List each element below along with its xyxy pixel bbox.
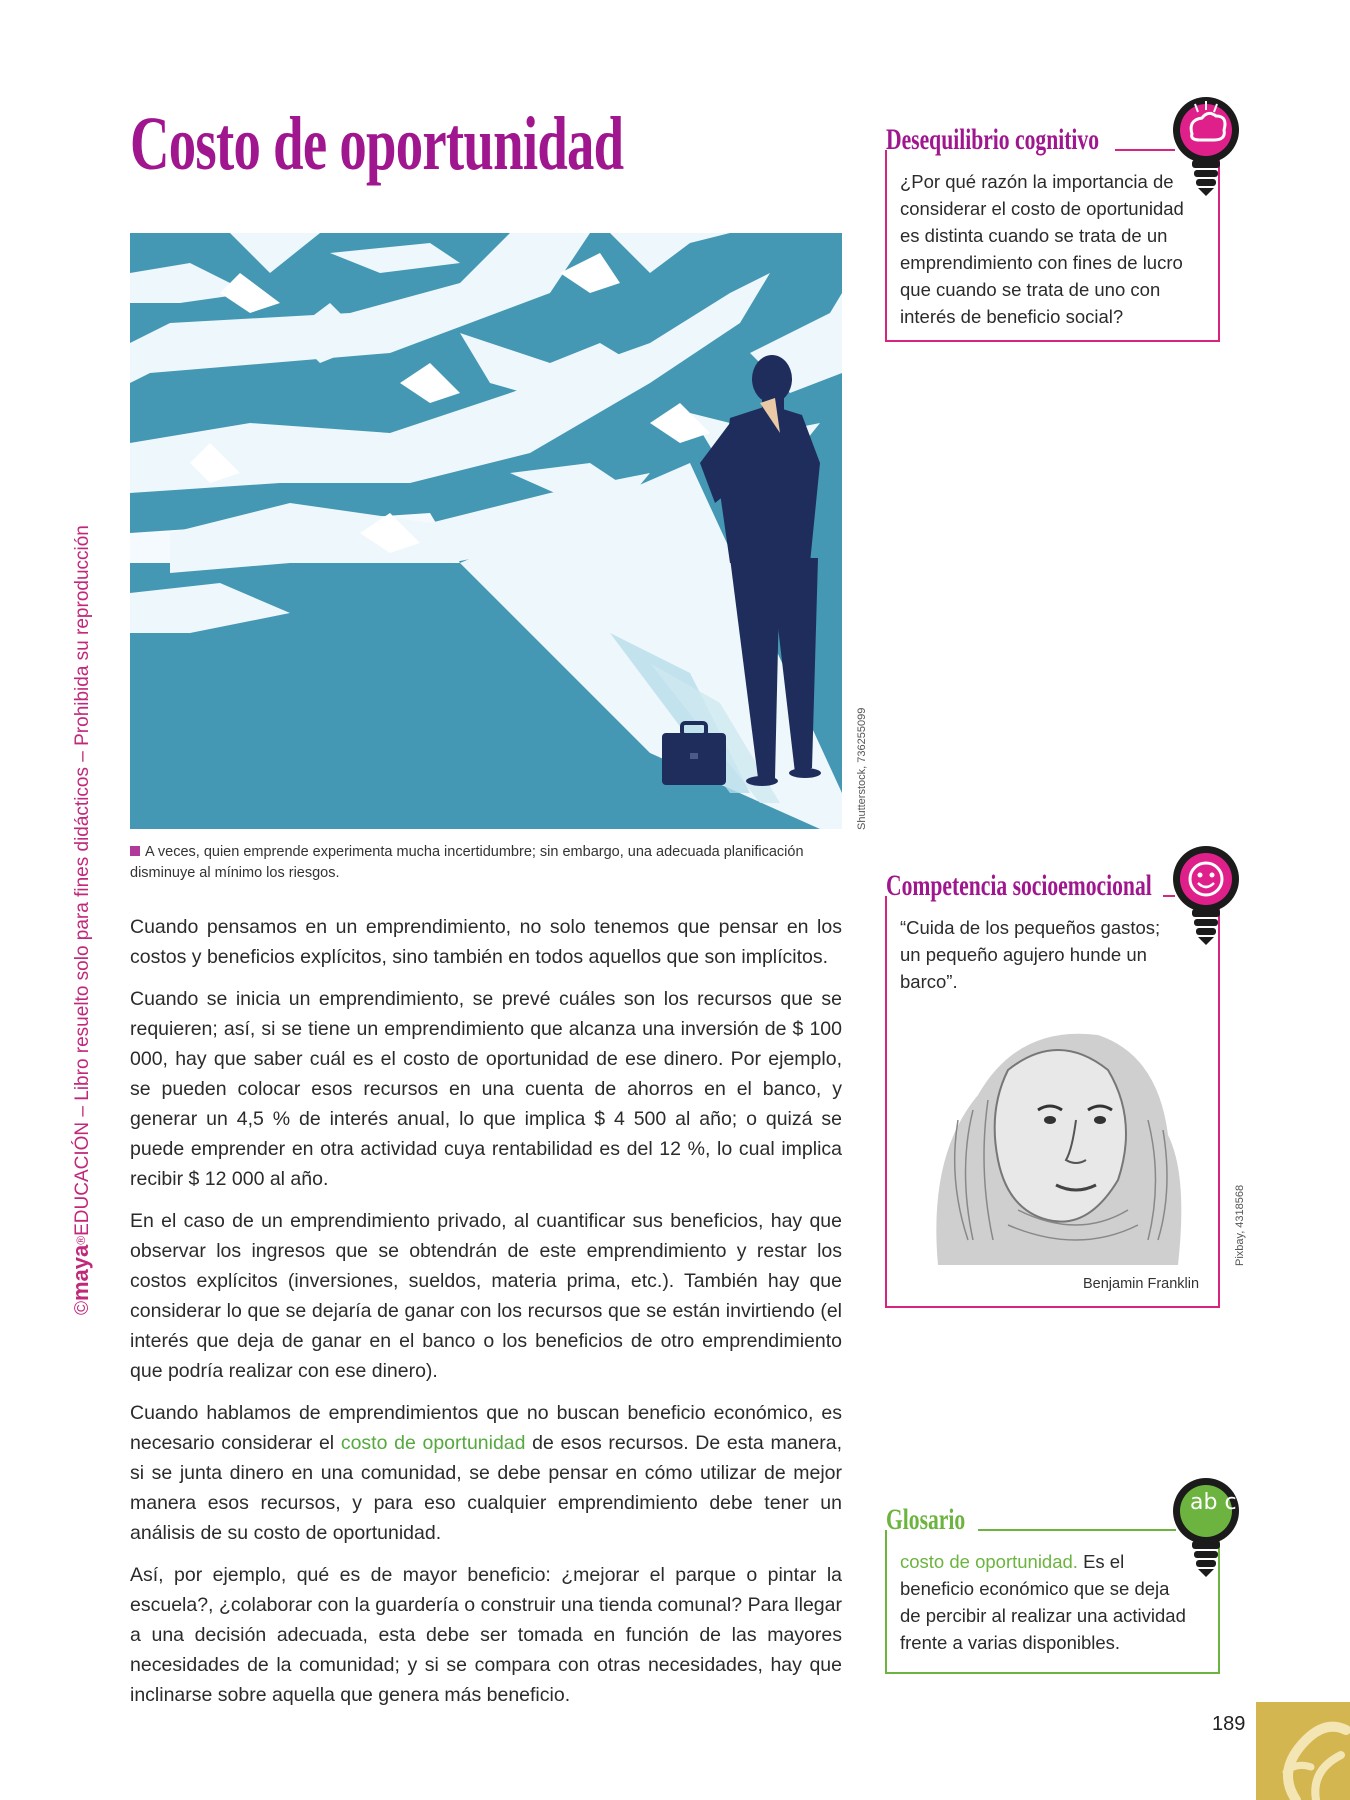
body-text: [130, 912, 842, 1722]
competencia-title: Competencia socioemocional: [886, 869, 1152, 902]
desequilibrio-title: Desequilibrio cognitivo: [886, 123, 1100, 156]
paragraph-4: [130, 1398, 842, 1548]
registered-mark: ®: [74, 1235, 88, 1245]
main-illustration: [130, 233, 842, 829]
page-title: Costo de oportunidad: [130, 102, 624, 186]
glossary-definition: Es el beneficio económico que se deja de percibir al realizar una actividad frente a varias disponibles.: [900, 1551, 1186, 1653]
portrait-credit: Pixbay, 4318568: [1234, 1184, 1246, 1266]
paragraph-4-end: de esos recursos. De esta manera, si se junta dinero en una comunidad, se debe pensar en cómo utilizar de mejor manera esos recursos, y para eso cualquier emprendimiento debe tener un análisis de su costo de oportunidad.: [130, 1432, 842, 1544]
glosario-title: Glosario: [886, 1503, 966, 1536]
paragraph-5: Así, por ejemplo, qué es de mayor beneficio: ¿mejorar el parque o pintar la escuela?, ¿colaborar con la guardería o construir una tienda comunal? Para llegar a una decisión adecuada, esta debe ser tomada en función de las mayores necesidades de la comunidad; y si se compara con otras necesidades, hay que inclinarse sobre aquella que genera más beneficio.: [130, 1564, 842, 1706]
highlighted-term: costo de oportunidad: [340, 1432, 526, 1454]
corner-decoration: [1256, 1702, 1350, 1800]
paragraph-1: Cuando pensamos en un emprendimiento, no solo tenemos que pensar en los costos y beneficios explícitos, sino también en todos aquellos que son implícitos.: [130, 916, 842, 968]
photo-credit: Shutterstock, 736255099: [856, 707, 868, 830]
benjamin-franklin-portrait: [898, 1000, 1208, 1265]
figure-caption: [130, 842, 842, 884]
maze-arrows-illustration: [130, 233, 842, 829]
abc-lightbulb-icon: [1168, 1475, 1244, 1585]
brain-lightbulb-icon: [1168, 94, 1244, 204]
page-number: 189: [1212, 1713, 1246, 1735]
paragraph-4-start: Cuando hablamos de emprendimientos que no buscan beneficio económico, es necesario considerar el: [130, 1402, 842, 1454]
brand-name: maya: [68, 1244, 93, 1301]
smiley-lightbulb-icon: [1168, 843, 1244, 953]
desequilibrio-text: ¿Por qué razón la importancia de considerar el costo de oportunidad es distinta cuando se trata de un emprendimiento con fines de lucro que cuando se trata de uno con interés de beneficio social?: [900, 171, 1184, 327]
copyright-text: EDUCACIÓN – Libro resuelto solo para fines didácticos – Prohibida su reproducción: [72, 525, 93, 1236]
copyright-symbol: ©: [72, 1301, 93, 1315]
glosario-entry: [900, 1548, 1190, 1656]
glossary-term: costo de oportunidad.: [900, 1551, 1078, 1572]
paragraph-3: En el caso de un emprendimiento privado, al cuantificar sus beneficios, hay que observar los ingresos que se obtendrán de este emprendimiento y restar los costos explícitos (inversiones, sueldos, materia prima, etc.). También hay que considerar lo que se dejaría de ganar con los recursos que se están invirtiendo (el interés que deja de ganar en el banco o los beneficios de otro emprendimiento que podría realizar con ese dinero).: [130, 1210, 842, 1382]
vertical-copyright: [64, 475, 98, 1315]
hand-watermark-icon: [1256, 1702, 1350, 1800]
competencia-quote: “Cuida de los pequeños gastos; un pequeño agujero hunde un barco”.: [900, 917, 1161, 992]
icon-letters: ab c: [1190, 1490, 1237, 1515]
caption-bullet: [130, 846, 140, 856]
caption-text: A veces, quien emprende experimenta mucha incertidumbre; sin embargo, una adecuada planificación disminuye al mínimo los riesgos.: [130, 844, 804, 881]
portrait-caption: Benjamin Franklin: [1083, 1276, 1200, 1292]
paragraph-2: Cuando se inicia un emprendimiento, se prevé cuáles son los recursos que se requieren; así, si se tiene un emprendimiento que alcanza una inversión de $ 100 000, hay que saber cuál es el costo de oportunidad de ese dinero. Por ejemplo, se pueden colocar esos recursos en una cuenta de ahorros en el banco, y generar un 4,5 % de interés anual, lo que implica $ 4 500 al año; o quizá se puede emprender en otra actividad cuya rentabilidad es del 12 %, lo cual implica recibir $ 12 000 al año.: [130, 988, 842, 1190]
